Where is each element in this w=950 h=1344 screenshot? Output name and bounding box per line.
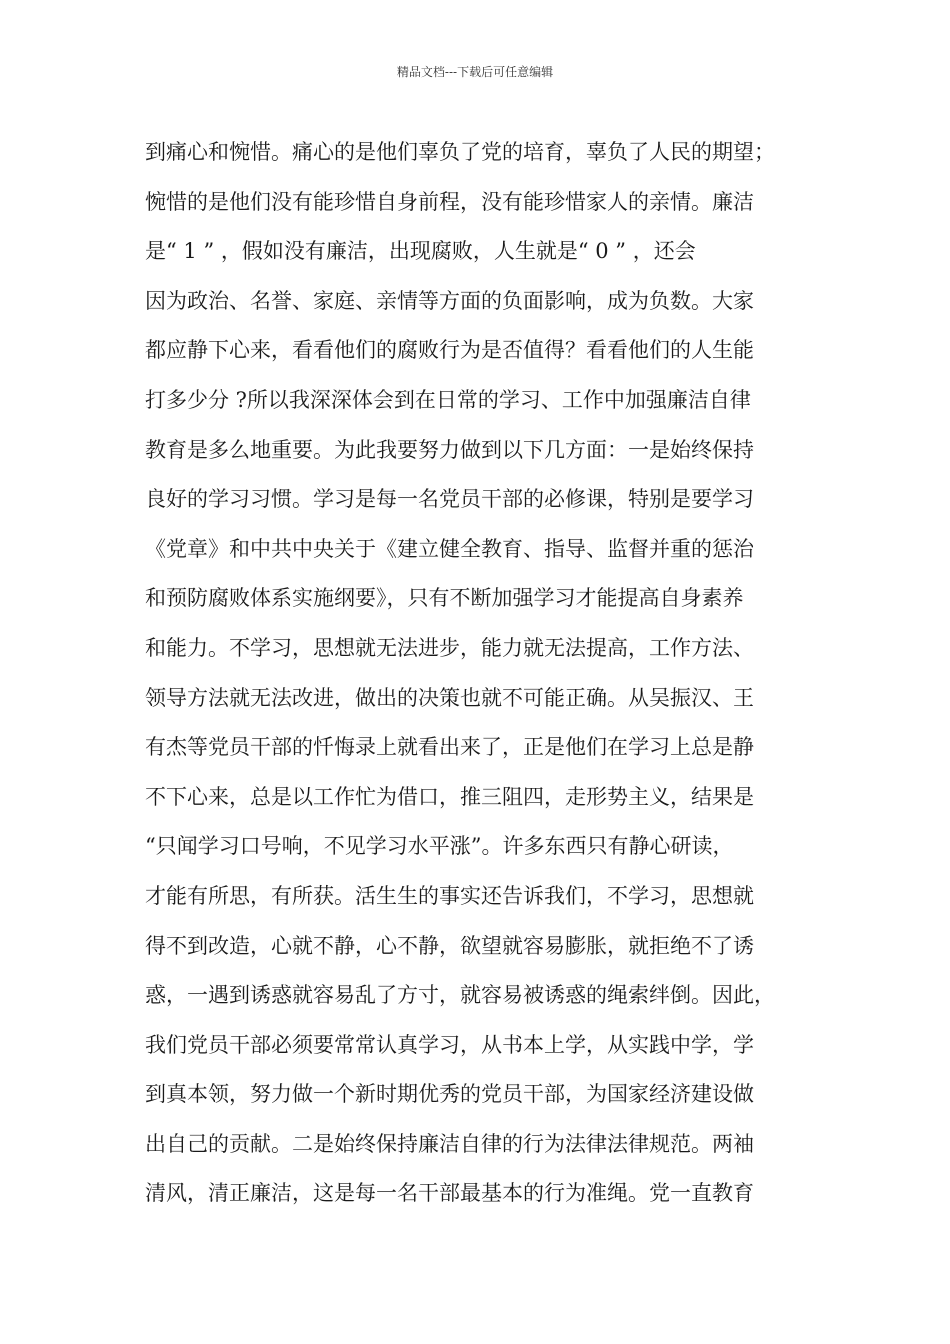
text-line: 惋惜的是他们没有能珍惜自身前程，没有能珍惜家人的亲情。廉洁 [145,189,754,214]
page-header: 精品文档---下载后可任意编辑 [396,65,554,79]
text-line: 《党章》和中共中央关于《建立健全教育、指导、监督并重的惩治 [145,536,754,561]
text-line: 和能力。不学习，思想就无法进步，能力就无法提高，工作方法、 [145,635,754,660]
text-line: 不下心来，总是以工作忙为借口，推三阻四，走形势主义，结果是 [145,784,754,809]
text-line: 到真本领，努力做一个新时期优秀的党员干部，为国家经济建设做 [145,1082,754,1107]
text-line: “只闻学习口号响，不见学习水平涨”。许多东西只有静心研读， [145,834,734,859]
text-line: 领导方法就无法改进，做出的决策也就不可能正确。从吴振汉、王 [145,685,754,710]
text-line: 有杰等党员干部的忏悔录上就看出来了，正是他们在学习上总是静 [145,735,754,760]
text-line: 都应静下心来，看看他们的腐败行为是否值得？看看他们的人生能 [145,338,754,363]
text-line: 清风，清正廉洁，这是每一名干部最基本的行为准绳。党一直教育 [145,1181,754,1206]
body-text [145,128,845,1219]
text-line: 才能有所思，有所获。活生生的事实还告诉我们，不学习，思想就 [145,883,754,908]
text-line: 出自己的贡献。二是始终保持廉洁自律的行为法律法律规范。两袖 [145,1131,754,1156]
text-line: 惑，一遇到诱惑就容易乱了方寸，就容易被诱惑的绳索绊倒。因此， [145,983,775,1008]
text-line: 和预防腐败体系实施纲要》，只有不断加强学习才能提高自身素养 [145,586,744,611]
text-line: 得不到改造，心就不静，心不静，欲望就容易膨胀，就拒绝不了诱 [145,933,754,958]
text-line: 因为政治、名誉、家庭、亲情等方面的负面影响，成为负数。大家 [145,288,754,313]
text-line: 到痛心和惋惜。痛心的是他们辜负了党的培育，辜负了人民的期望； [145,140,775,164]
text-line: 我们党员干部必须要常常认真学习，从书本上学，从实践中学，学 [145,1032,754,1057]
text-line: 良好的学习习惯。学习是每一名党员干部的必修课，特别是要学习 [145,487,754,512]
text-line: 打多少分 ?所以我深深体会到在日常的学习、工作中加强廉洁自律 [145,387,751,412]
text-line: 是“ 1 ” ，假如没有廉洁，出现腐败，人生就是“ 0 ” ，还会 [145,239,696,264]
text-line: 教育是多么地重要。为此我要努力做到以下几方面：一是始终保持 [145,437,754,462]
